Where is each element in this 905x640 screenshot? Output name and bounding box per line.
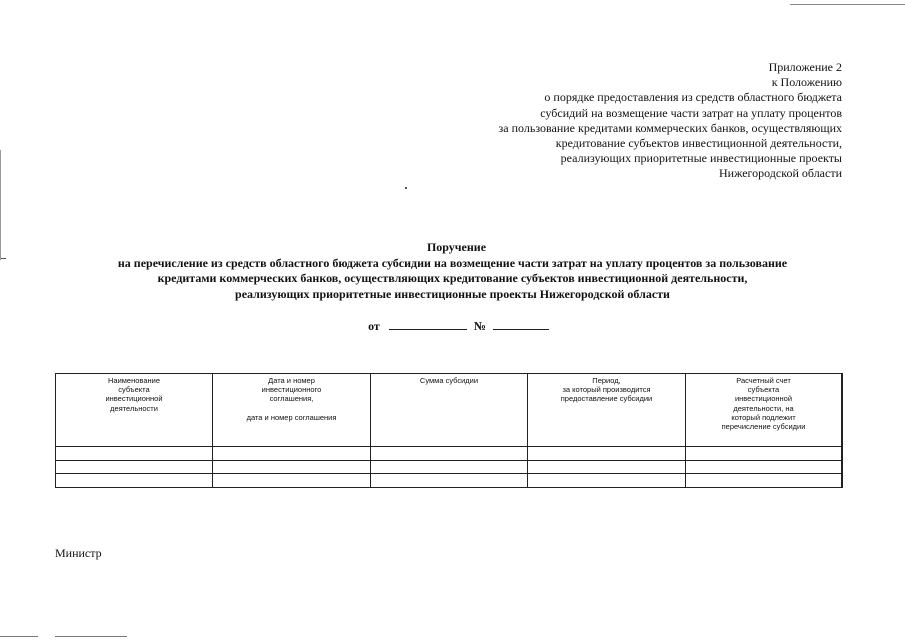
table-column <box>686 374 842 487</box>
appendix-header <box>362 60 842 182</box>
date-prefix: от <box>368 319 380 333</box>
column-header: Наименование субъекта инвестиционной деятельности <box>105 376 163 413</box>
document-title <box>0 240 905 302</box>
appendix-line: субсидий на возмещение части затрат на уплату процентов <box>540 105 842 120</box>
appendix-line: Приложение 2 <box>768 60 842 74</box>
table-column <box>371 374 528 487</box>
appendix-line: реализующих приоритетные инвестиционные проекты <box>560 151 842 166</box>
table-row <box>56 446 842 447</box>
scan-mark <box>0 150 1 260</box>
title-line: кредитами коммерческих банков, осуществляющих кредитование субъектов инвестиционной деятельности, <box>157 271 748 285</box>
scan-mark <box>790 4 905 5</box>
table-column <box>56 374 213 487</box>
scan-mark <box>0 636 38 637</box>
appendix-line: за пользование кредитами коммерческих банков, осуществляющих <box>498 120 842 135</box>
column-header: Дата и номер инвестиционного соглашения, дата и номер соглашения <box>246 376 337 422</box>
appendix-line: о порядке предоставления из средств областного бюджета <box>544 90 842 105</box>
appendix-line: кредитование субъектов инвестиционной деятельности, <box>555 136 842 151</box>
column-header: Период, за который производится предоставление субсидии <box>560 376 653 404</box>
title-line: реализующих приоритетные инвестиционные проекты Нижегородской области <box>235 286 670 301</box>
column-header: Сумма субсидии <box>419 376 479 385</box>
date-blank <box>389 318 467 330</box>
number-sign: № <box>473 319 486 333</box>
scan-mark <box>55 636 127 637</box>
title-heading: Поручение <box>426 240 487 254</box>
title-line: на перечисление из средств областного бюджета субсидии на возмещение части затрат на уплату процентов за пользование <box>117 255 788 270</box>
signature-label: Министр <box>55 546 102 560</box>
column-header: Расчетный счет субъекта инвестиционной деятельности, на который подлежит перечисление субсидии <box>721 376 806 432</box>
table-row <box>56 473 842 474</box>
appendix-line: к Положению <box>771 75 842 90</box>
number-blank <box>493 318 549 330</box>
appendix-line: Нижегородской области <box>718 166 842 181</box>
date-number-line <box>0 318 905 334</box>
scan-mark <box>405 187 407 189</box>
table-column <box>528 374 686 487</box>
subsidy-table <box>55 373 843 488</box>
table-row <box>56 460 842 461</box>
table-column <box>213 374 371 487</box>
